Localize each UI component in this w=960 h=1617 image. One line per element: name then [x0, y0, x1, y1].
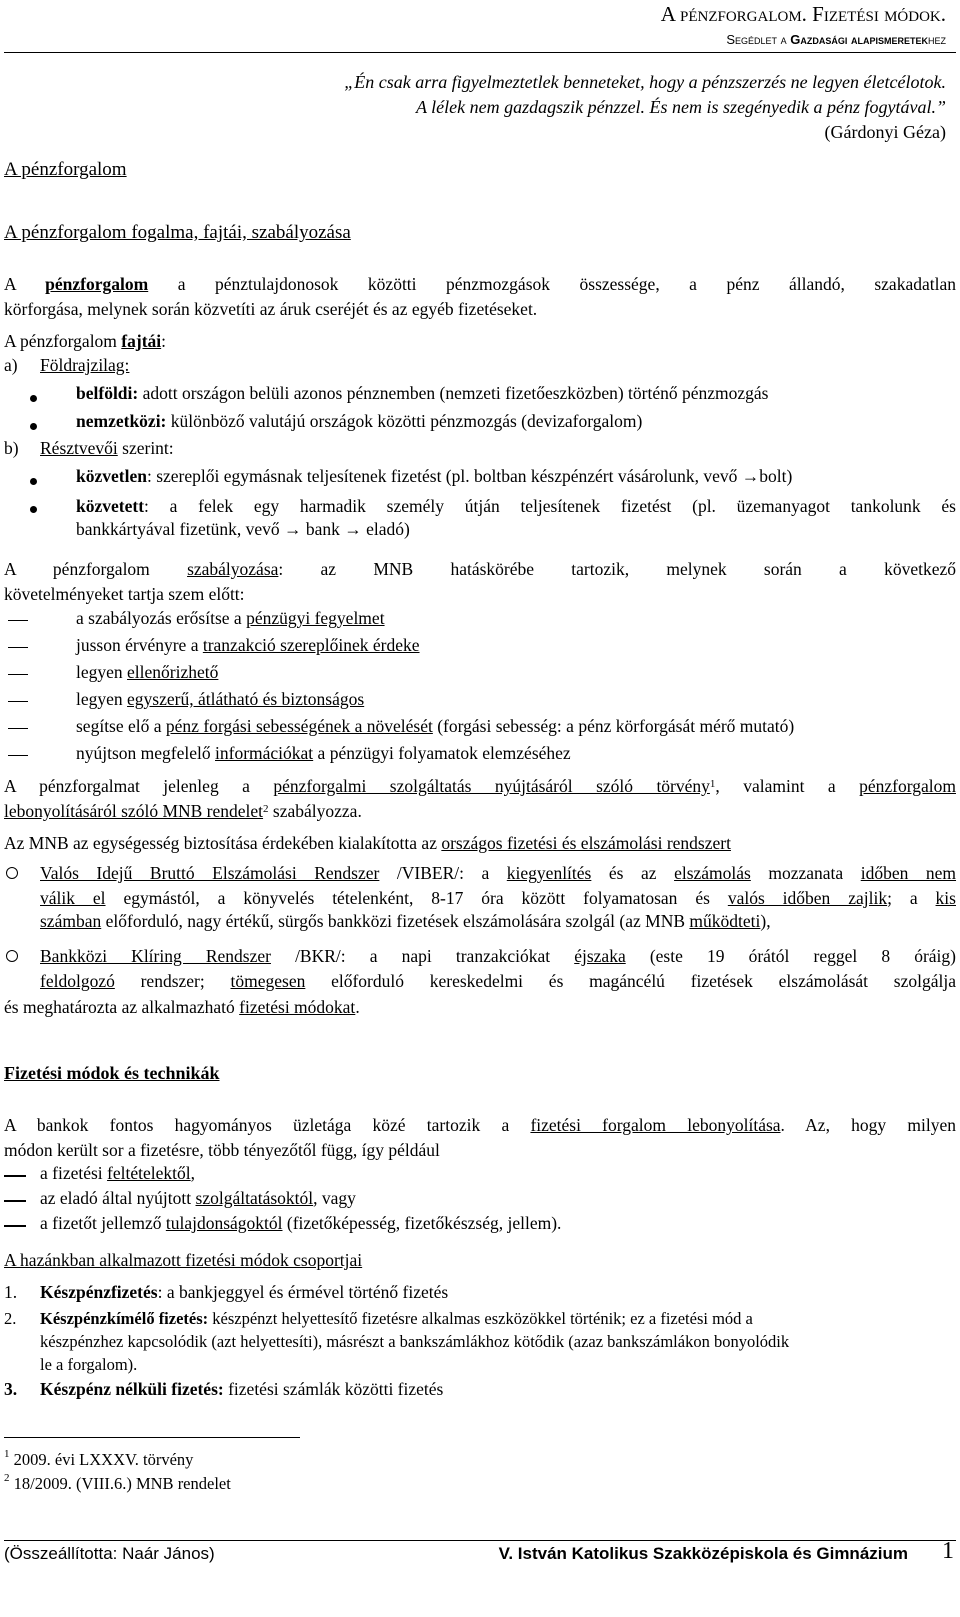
bkr-b: (este 19 órától reggel 8 óráig) — [625, 946, 956, 966]
regulation-line-2: követelményeket tartja szem előtt: — [4, 584, 245, 604]
viber-u: Valós Idejű Bruttó Elszámolási Rendszer — [40, 863, 380, 883]
bkr-a: /BKR/: a napi tranzakciókat — [270, 946, 575, 966]
bullet-kozvetett-line-2 — [76, 519, 410, 540]
indirect-term: közvetett — [76, 496, 145, 516]
law-line-2 — [4, 799, 956, 824]
header-subtitle-c: hez — [928, 32, 946, 47]
viber-line-3 — [40, 911, 771, 932]
requirement-item — [76, 743, 571, 764]
footnote-divider — [4, 1437, 300, 1438]
viber-u4: időben nem — [860, 863, 957, 883]
group-1-num: 1. — [4, 1282, 18, 1302]
footnote-text: 2009. évi LXXXV. törvény — [9, 1450, 194, 1469]
systems-final — [4, 997, 360, 1018]
viber-line-1 — [40, 861, 956, 886]
def-term: pénzforgalom — [45, 274, 149, 294]
factor-item — [40, 1213, 561, 1234]
requirement-item — [76, 608, 385, 629]
viber-l2-a: egymástól, a könyvelés tételenként, 8-17 óra között folyamatosan és — [105, 888, 728, 908]
def-a: A — [4, 274, 46, 294]
intro-line-2: módon került sor a fizetésre, több tényezőtől függ, így például — [4, 1140, 440, 1160]
def-b: a pénztulajdonosok közötti pénzmozgások összessége, a pénz állandó, szakadatlan — [148, 274, 956, 294]
section-subtitle-fogalma: A pénzforgalom fogalma, fajtái, szabályozása — [4, 222, 351, 243]
geo-label: a) — [4, 355, 18, 375]
req-pre: legyen — [76, 662, 128, 682]
group-2-num: 2. — [4, 1309, 17, 1328]
bkr-l2-u2: tömegesen — [230, 971, 306, 991]
factor-post: , vagy — [313, 1188, 356, 1208]
regulation-line-1 — [4, 557, 956, 582]
reg-c: : az MNB hatáskörébe tartozik, melynek során a következő — [278, 559, 956, 579]
quote-author: (Gárdonyi Géza) — [824, 122, 946, 142]
mnb-line — [4, 831, 956, 856]
intro-a: A bankok fontos hagyományos üzletága közé tartozik a — [4, 1115, 531, 1135]
page-number: 1 — [942, 1538, 954, 1564]
bkr-l2-b: előforduló kereskedelmi és magáncélú fizetések elszámolását szolgálja — [305, 971, 956, 991]
viber-line-2 — [40, 886, 956, 911]
arrow-icon: → — [283, 519, 302, 539]
final-b: . — [355, 997, 360, 1017]
law-u2: pénzforgalom — [859, 776, 956, 796]
footnote-num: 1 — [4, 1448, 10, 1460]
bkr-l2-a: rendszer; — [114, 971, 231, 991]
factor-pre: az eladó által nyújtott — [40, 1188, 196, 1208]
footnote-ref-1[interactable]: 1 — [709, 778, 716, 790]
factor-u: tulajdonságoktól — [165, 1213, 283, 1233]
types-heading — [4, 329, 956, 354]
req-u: tranzakció szereplőinek érdeke — [202, 635, 420, 655]
footer-divider — [4, 1540, 956, 1541]
section-title-penzforgalom: A pénzforgalom — [4, 159, 127, 180]
part-heading — [40, 438, 174, 459]
intro-line-1 — [4, 1113, 956, 1138]
dash-bullet — [8, 728, 28, 729]
arrow-icon: → — [741, 466, 760, 486]
group-1 — [40, 1282, 448, 1303]
footer-school: V. István Katolikus Szakközépiskola és Gimnázium — [498, 1544, 908, 1563]
bkr-u2: éjszaka — [574, 946, 626, 966]
dom-term: belföldi: — [76, 383, 139, 403]
bullet-dot — [30, 478, 37, 485]
bkr-line-2 — [40, 969, 956, 994]
requirement-item — [76, 635, 420, 656]
viber-l2-u: válik el — [40, 888, 106, 908]
footnote-2 — [4, 1474, 231, 1494]
req-u: információkat — [215, 743, 314, 763]
final-u: fizetési módokat — [239, 997, 356, 1017]
circle-bullet — [6, 867, 18, 879]
group-3 — [40, 1379, 443, 1400]
direct-term: közvetlen — [76, 466, 147, 486]
req-pre: nyújtson megfelelő — [76, 743, 216, 763]
bullet-kozvetlen — [76, 466, 792, 487]
requirement-item — [76, 689, 364, 710]
req-u: pénz forgási sebességének a növelését — [165, 716, 433, 736]
dash-bullet — [4, 1175, 26, 1177]
g1-term: Készpénzfizetés — [40, 1282, 158, 1302]
indirect-l2-b: bank — [301, 519, 345, 539]
req-u: ellenőrizhető — [127, 662, 219, 682]
dash-bullet — [8, 674, 28, 675]
law-a: A pénzforgalmat jelenleg a — [4, 776, 274, 796]
definition-line-1 — [4, 272, 956, 297]
quote-line-1: „Én csak arra figyelmeztetlek benneteket, hogy a pénzszerzés ne legyen életcélotok. — [344, 72, 946, 92]
dash-bullet — [8, 701, 28, 702]
final-a: és meghatározta az alkalmazható — [4, 997, 240, 1017]
req-u: pénzügyi fegyelmet — [246, 608, 385, 628]
direct-text: : szereplői egymásnak teljesítenek fizetést (pl. boltban készpénzért vásárolunk, vevő — [146, 466, 742, 486]
types-a: A pénzforgalom — [4, 331, 122, 351]
req-post: a pénzügyi folyamatok elemzéséhez — [313, 743, 571, 763]
req-post: (forgási sebesség: a pénz körforgását mérő mutató) — [432, 716, 795, 736]
indirect-l2-a: bankkártyával fizetünk, vevő — [76, 519, 284, 539]
part-a: Résztvevői — [40, 438, 118, 458]
reg-a: A pénzforgalom — [4, 559, 188, 579]
bullet-kozvetett — [76, 494, 956, 519]
g2-term: Készpénzkímélő fizetés: — [40, 1309, 209, 1328]
group-2-line-3: le a forgalom). — [40, 1355, 138, 1374]
g1-text: : a bankjeggyel és érmével történő fizetés — [157, 1282, 449, 1302]
req-u: egyszerű, átlátható és biztonságos — [127, 689, 365, 709]
int-text: különböző valutájú országok közötti pénzmozgás (devizaforgalom) — [166, 411, 643, 431]
types-b: fajtái — [121, 331, 162, 351]
viber-l3-u: számban — [40, 911, 102, 931]
factor-u: feltételektől — [107, 1163, 191, 1183]
bullet-nemzetkozi — [76, 411, 642, 432]
mnb-a: Az MNB az egységesség biztosítása érdekében kialakította az — [4, 833, 442, 853]
quote-line-2: A lélek nem gazdagszik pénzzel. És nem is szegényedik a pénz fogytával.” — [415, 97, 946, 117]
group-2-line-2: készpénzhez kapcsolódik (azt helyettesíti), másrészt a bankszámlákhoz kötődik (azaz bankszámlákon bonyolódik — [40, 1332, 790, 1351]
group-2-line-1 — [40, 1309, 753, 1329]
footer-author: (Összeállította: Naár János) — [4, 1544, 215, 1563]
definition-line-2: körforgása, melynek során közvetíti az áruk cseréjét és az egyéb fizetéseket. — [4, 299, 538, 319]
footnote-num: 2 — [4, 1472, 10, 1484]
header-divider — [4, 52, 956, 53]
circle-bullet — [6, 950, 18, 962]
g2-text: készpénzt helyettesítő fizetésre alkalmas eszközökkel történik; ez a fizetési mód a — [208, 1309, 753, 1328]
bkr-u: Bankközi Klíring Rendszer — [40, 946, 271, 966]
factor-pre: a fizetési — [40, 1163, 108, 1183]
viber-u3: elszámolás — [674, 863, 751, 883]
dash-bullet — [8, 647, 28, 648]
footnote-ref-2[interactable]: 2 — [263, 803, 269, 815]
viber-l2-u3: kis — [935, 888, 956, 908]
law-b: , valamint a — [715, 776, 860, 796]
int-term: nemzetközi: — [76, 411, 167, 431]
footnote-1 — [4, 1450, 193, 1470]
viber-l3-u2: működteti — [689, 911, 761, 931]
viber-l2-b: ; a — [887, 888, 936, 908]
geo-heading: Földrajzilag: — [40, 355, 130, 375]
bullet-dot — [30, 395, 37, 402]
law-line-1 — [4, 774, 956, 799]
req-pre: legyen — [76, 689, 128, 709]
req-pre: jusson érvényre a — [76, 635, 203, 655]
bullet-dot — [30, 423, 37, 430]
viber-l3-b: ), — [760, 911, 771, 931]
factor-u: szolgáltatásoktól — [195, 1188, 314, 1208]
requirement-item — [76, 716, 794, 737]
viber-l3-a: előforduló, nagy értékű, sürgős bankközi fizetések elszámolására szolgál (az MNB — [101, 911, 690, 931]
dash-bullet — [4, 1200, 26, 1202]
arrow-icon: → — [344, 519, 362, 539]
viber-l2-u2: valós időben zajlik — [727, 888, 888, 908]
header-subtitle-a: Segédlet a — [726, 32, 791, 47]
bkr-l2-u: feldolgozó — [40, 971, 115, 991]
reg-b: szabályozása — [187, 559, 279, 579]
dash-bullet — [4, 1225, 26, 1227]
bkr-line-1 — [40, 944, 956, 969]
group-3-num: 3. — [4, 1379, 18, 1399]
req-pre: segítse elő a — [76, 716, 166, 736]
requirement-item — [76, 662, 218, 683]
bullet-belfoldi — [76, 383, 768, 404]
viber-u2: kiegyenlítés — [506, 863, 592, 883]
header-subtitle-b: Gazdasági alapismeretek — [790, 32, 928, 47]
footnote-text: 18/2009. (VIII.6.) MNB rendelet — [9, 1474, 231, 1493]
dash-bullet — [8, 755, 28, 756]
g3-text: fizetési számlák közötti fizetés — [223, 1379, 444, 1399]
intro-b: . Az, hogy milyen — [780, 1115, 956, 1135]
law-u1: pénzforgalmi szolgáltatás nyújtásáról szóló törvény — [273, 776, 710, 796]
groups-title: A hazánkban alkalmazott fizetési módok csoportjai — [4, 1250, 363, 1270]
header-title: A pénzforgalom. Fizetési módok. — [660, 2, 946, 26]
mnb-u: országos fizetési és elszámolási rendszert — [441, 833, 731, 853]
viber-b: és az — [591, 863, 675, 883]
viber-c: mozzanata — [750, 863, 861, 883]
dash-bullet — [8, 620, 28, 621]
part-b: szerint: — [117, 438, 174, 458]
indirect-l2-c: eladó) — [361, 519, 410, 539]
bullet-dot — [30, 506, 37, 513]
direct-end: bolt) — [759, 466, 793, 486]
types-c: : — [161, 331, 167, 351]
law-u3: lebonyolításáról szóló MNB rendelet — [4, 801, 264, 821]
factor-item — [40, 1188, 356, 1209]
law-c: szabályozza. — [268, 801, 362, 821]
part-label: b) — [4, 438, 19, 458]
viber-a: /VIBER/: a — [379, 863, 507, 883]
factor-post: , — [190, 1163, 195, 1183]
g3-term: Készpénz nélküli fizetés: — [40, 1379, 224, 1399]
factor-item — [40, 1163, 195, 1184]
indirect-text: : a felek egy harmadik személy útján teljesítenek fizetést (pl. üzemanyagot tankolunk és — [144, 496, 956, 516]
factor-post: (fizetőképesség, fizetőkészség, jellem). — [282, 1213, 562, 1233]
req-pre: a szabályozás erősítse a — [76, 608, 247, 628]
factor-pre: a fizetőt jellemző — [40, 1213, 166, 1233]
header-subtitle — [726, 32, 946, 47]
section-title-fizetesi-modok: Fizetési módok és technikák — [4, 1063, 220, 1083]
dom-text: adott országon belüli azonos pénznemben (nemzeti fizetőeszközben) történő pénzmozgás — [138, 383, 769, 403]
intro-u: fizetési forgalom lebonyolítása — [530, 1115, 781, 1135]
